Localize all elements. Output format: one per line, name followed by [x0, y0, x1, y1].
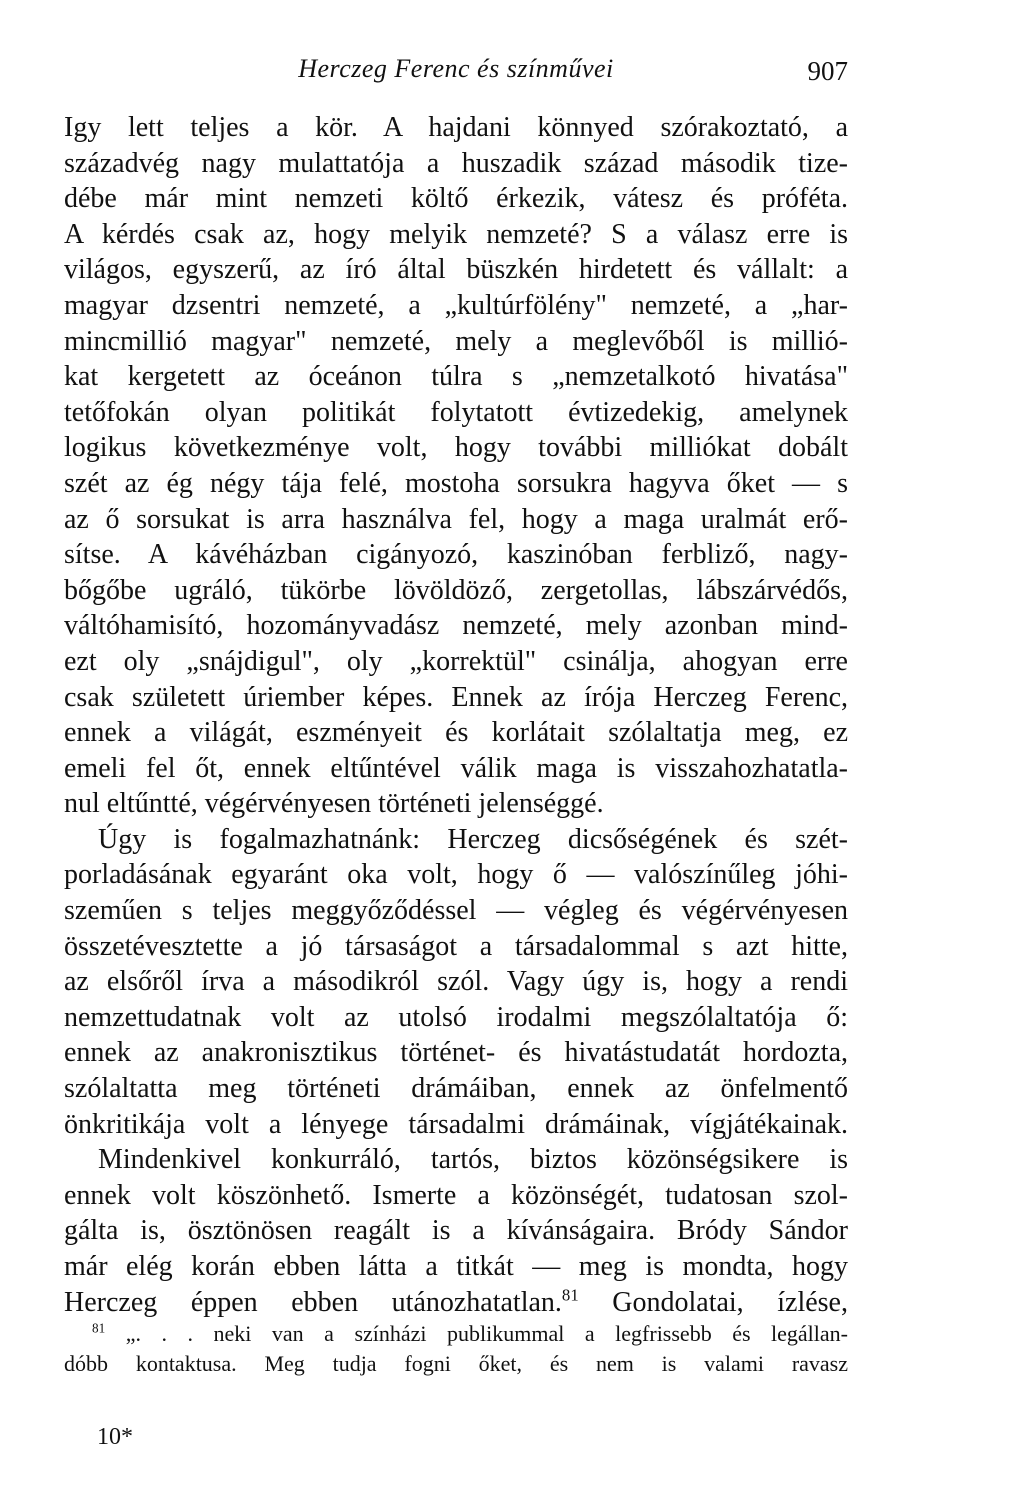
text-segment: Herczeg éppen ebben utánozhatatlan. — [64, 1286, 562, 1318]
text-line: ennek az anakronisztikus történet- és hivatástudatát hordozta, — [64, 1037, 848, 1069]
text-line: szólaltatta meg történeti drámáiban, ennek az önfelmentő — [64, 1073, 848, 1105]
text-line: váltóhamisító, hozományvadász nemzeté, mely azonban mind- — [64, 610, 848, 642]
text-line: sítse. A kávéházban cigányozó, kaszinóban ferbliző, nagy- — [64, 539, 848, 571]
text-segment: Gondolatai, ízlése, — [578, 1286, 848, 1318]
text-line: csak született úriember képes. Ennek az írója Herczeg Ferenc, — [64, 681, 848, 713]
footnotes — [64, 1319, 848, 1379]
text-line: nemzettudatnak volt az utolsó irodalmi megszólaltatója ő: — [64, 1001, 848, 1033]
text-line: débe már mint nemzeti költő érkezik, vátesz és próféta. — [64, 183, 848, 215]
text-line: mincmillió magyar" nemzeté, mely a meglevőből is millió- — [64, 325, 848, 357]
text-line: tetőfokán olyan politikát folytatott évtizedekig, amelynek — [64, 396, 848, 428]
footnote-marker: 81 — [92, 1320, 106, 1336]
text-line: emeli fel őt, ennek eltűntével válik maga is visszahozhatatla- — [64, 752, 848, 784]
text-line: kat kergetett az óceánon túlra s „nemzetalkotó hivatása" — [64, 361, 848, 393]
text-line: szeműen s teljes meggyőződéssel — végleg és végérvényesen — [64, 895, 848, 927]
text-line: önkritikája volt a lényege társadalmi drámáinak, vígjátékainak. — [64, 1108, 848, 1140]
footnote-line — [64, 1319, 848, 1349]
text-line: nul eltűntté, végérvényesen történeti jelenséggé. — [64, 788, 604, 820]
text-line: az elsőről írva a másodikról szól. Vagy úgy is, hogy a rendi — [64, 966, 848, 998]
text-line: A kérdés csak az, hogy melyik nemzeté? S a válasz erre is — [64, 218, 848, 250]
text-line: szét az ég négy tája felé, mostoha sorsukra hagyva őket — s — [64, 467, 848, 499]
footnote-line: dóbb kontaktusa. Meg tudja fogni őket, és nem is valami ravasz — [64, 1351, 848, 1376]
text-line: Igy lett teljes a kör. A hajdani könnyed szórakoztató, a — [64, 112, 848, 143]
text-line: magyar dzsentri nemzeté, a „kultúrfölény" nemzeté, a „har- — [64, 289, 848, 321]
text-line: századvég nagy mulattatója a huszadik század második tize- — [64, 147, 848, 179]
page-number: 907 — [807, 56, 848, 86]
text-line — [64, 1285, 848, 1321]
text-line: porladásának egyaránt oka volt, hogy ő — valószínűleg jóhi- — [64, 859, 848, 891]
text-line: világos, egyszerű, az író által büszkén hirdetett és vállalt: a — [64, 254, 848, 286]
printer-signature-mark: 10* — [97, 1424, 133, 1450]
text-line: ennek a világát, eszményeit és korlátait szólaltatja meg, ez — [64, 717, 848, 749]
text-line: az ő sorsukat is arra használva fel, hogy a maga uralmát erő- — [64, 503, 848, 535]
text-line: Mindenkivel konkurráló, tartós, biztos közönségsikere is — [98, 1144, 848, 1176]
body-text — [64, 110, 848, 1320]
text-line: összetévesztette a jó társaságot a társadalommal s azt hitte, — [64, 930, 848, 962]
text-line: már elég korán ebben látta a titkát — meg is mondta, hogy — [64, 1251, 848, 1282]
text-line: ezt oly „snájdigul", oly „korrektül" csinálja, ahogyan erre — [64, 645, 848, 677]
footnote-reference[interactable]: 81 — [561, 1285, 579, 1305]
text-line: logikus következménye volt, hogy további milliókat dobált — [64, 432, 848, 464]
footnote-text: „. . . neki van a színházi publikummal a legfrissebb és legállan- — [105, 1321, 848, 1346]
text-line: ennek volt köszönhető. Ismerte a közönségét, tudatosan szol- — [64, 1179, 848, 1211]
running-title: Herczeg Ferenc és színművei — [298, 54, 614, 83]
text-line: Úgy is fogalmazhatnánk: Herczeg dicsőségének és szét- — [98, 823, 848, 855]
running-head — [64, 54, 848, 94]
text-line: gálta is, ösztönösen reagált is a kívánságaira. Bródy Sándor — [64, 1215, 848, 1247]
text-line: bőgőbe ugráló, tükörbe lövöldöző, zergetollas, lábszárvédős, — [64, 574, 848, 606]
